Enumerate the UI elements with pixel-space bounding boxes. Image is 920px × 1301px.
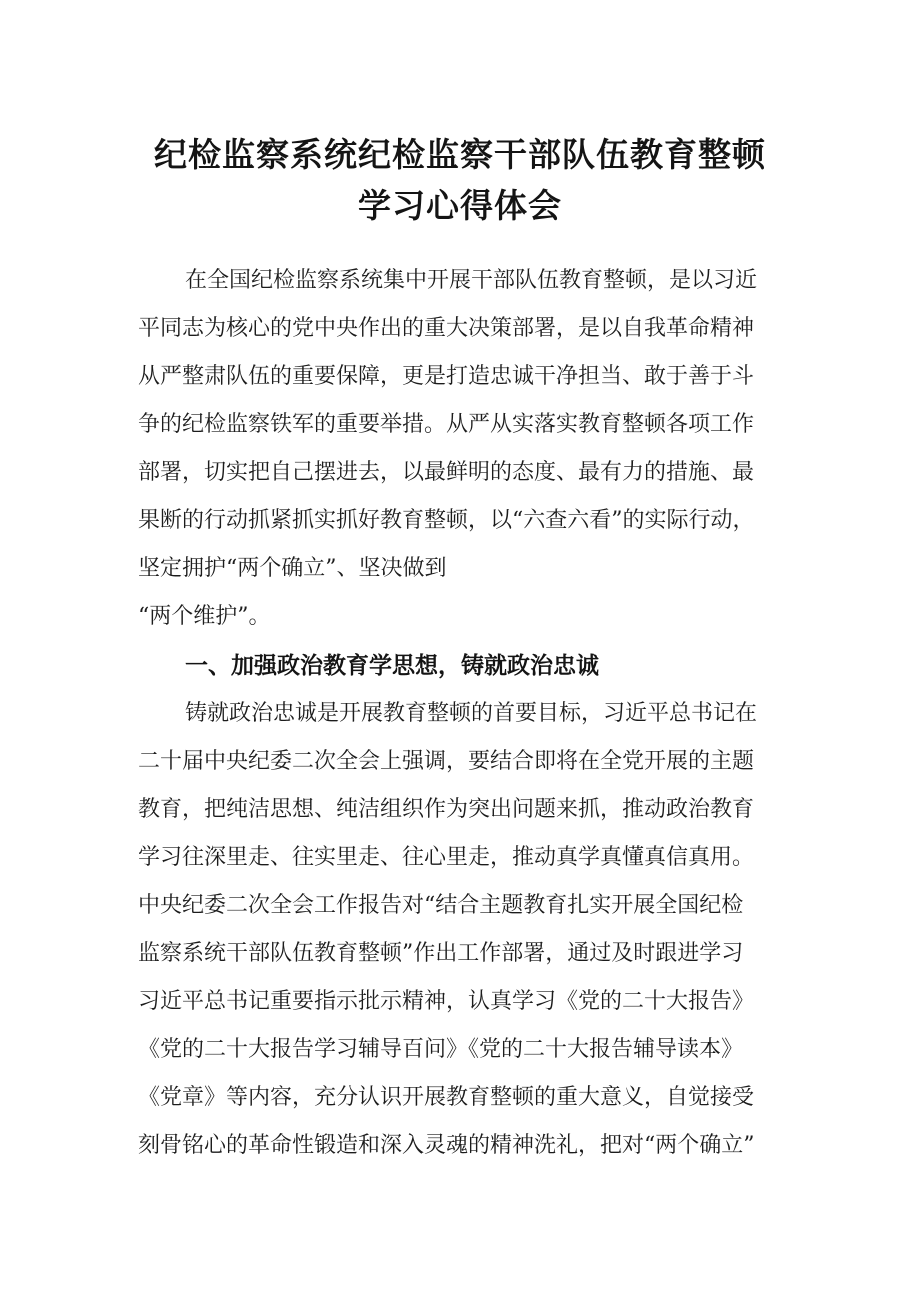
paragraph-2-line-2: 二十届中央纪委二次全会上强调，要结合即将在全党开展的主题 bbox=[138, 749, 755, 774]
paragraph-1-line-1: 在全国纪检监察系统集中开展干部队伍教育整顿，是以习近 bbox=[185, 268, 758, 293]
paragraph-1-line-4: 争的纪检监察铁军的重要举措。从严从实落实教育整顿各项工作 bbox=[138, 412, 755, 437]
section-1-heading: 一、加强政治教育学思想，铸就政治忠诚 bbox=[185, 653, 599, 679]
paragraph-1-line-7: 坚定拥护“两个确立”、坚决做到 bbox=[138, 556, 447, 581]
paragraph-1-line-6: 果断的行动抓紧抓实抓好教育整顿，以“六查六看”的实际行动， bbox=[138, 508, 755, 533]
paragraph-1-line-3: 从严整肃队伍的重要保障，更是打造忠诚干净担当、敢于善于斗 bbox=[138, 364, 755, 389]
paragraph-1-line-5: 部署，切实把自己摆进去，以最鲜明的态度、最有力的措施、最 bbox=[138, 460, 755, 485]
paragraph-2-line-7: 习近平总书记重要指示批示精神，认真学习《党的二十大报告》 bbox=[138, 989, 755, 1014]
document-title-line-1: 纪检监察系统纪检监察干部队伍教育整顿 bbox=[154, 135, 766, 174]
paragraph-2-line-6: 监察系统干部队伍教育整顿”作出工作部署，通过及时跟进学习 bbox=[138, 941, 744, 966]
paragraph-2-line-1: 铸就政治忠诚是开展教育整顿的首要目标，习近平总书记在 bbox=[185, 701, 758, 726]
document-title-line-2: 学习心得体会 bbox=[358, 186, 562, 225]
paragraph-1-line-2: 平同志为核心的党中央作出的重大决策部署，是以自我革命精神 bbox=[138, 316, 755, 341]
paragraph-2-line-10: 刻骨铭心的革命性锻造和深入灵魂的精神洗礼，把对“两个确立” bbox=[138, 1133, 755, 1158]
paragraph-2-line-4: 学习往深里走、往实里走、往心里走，推动真学真懂真信真用。 bbox=[138, 845, 755, 870]
paragraph-2-line-5: 中央纪委二次全会工作报告对“结合主题教育扎实开展全国纪检 bbox=[138, 893, 744, 918]
paragraph-2-line-3: 教育，把纯洁思想、纯洁组织作为突出问题来抓，推动政治教育 bbox=[138, 797, 755, 822]
paragraph-2-line-9: 《党章》等内容，充分认识开展教育整顿的重大意义，自觉接受 bbox=[138, 1085, 755, 1110]
paragraph-1-line-8: “两个维护”。 bbox=[138, 604, 271, 629]
paragraph-2-line-8: 《党的二十大报告学习辅导百问》《党的二十大报告辅导读本》 bbox=[138, 1037, 744, 1062]
